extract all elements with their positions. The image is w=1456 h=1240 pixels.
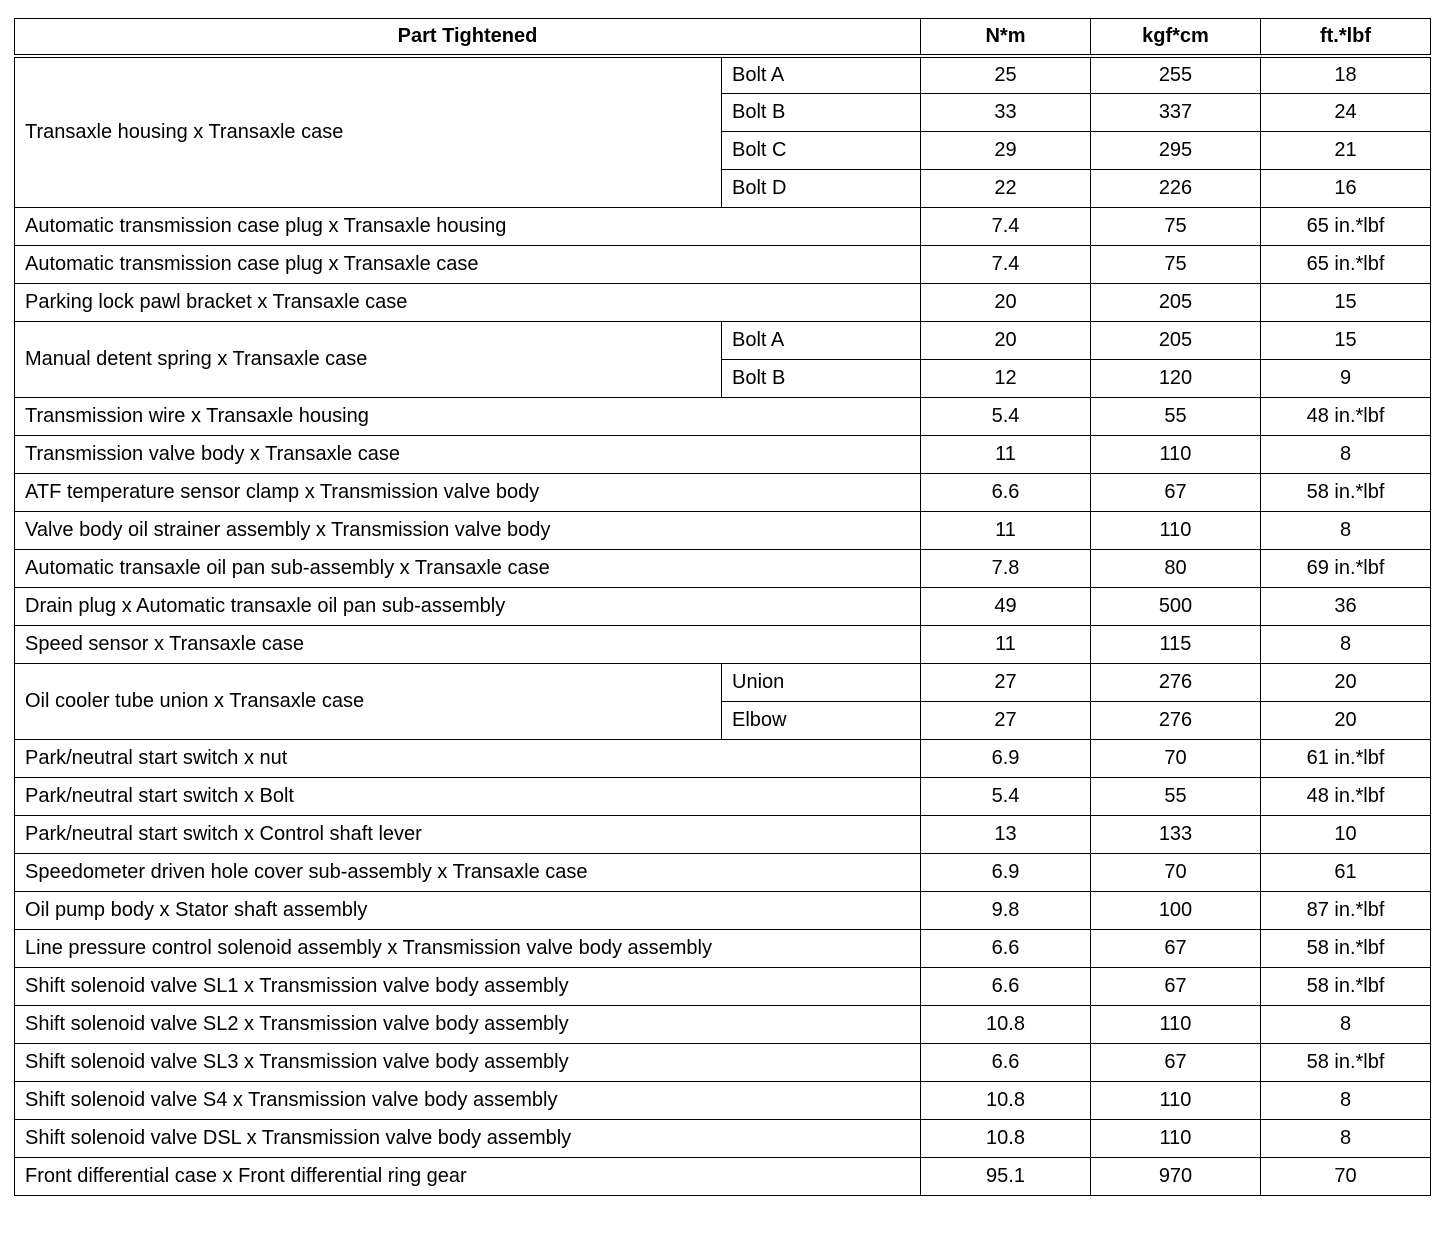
ftlbf-value-cell: 8 — [1261, 1006, 1431, 1044]
nm-value-cell: 13 — [921, 816, 1091, 854]
kgfcm-value-cell: 115 — [1091, 626, 1261, 664]
table-row — [15, 1158, 1431, 1196]
ftlbf-value-cell: 69 in.*lbf — [1261, 550, 1431, 588]
kgfcm-value-cell: 110 — [1091, 1120, 1261, 1158]
ftlbf-value-cell: 21 — [1261, 132, 1431, 170]
nm-value-cell: 6.6 — [921, 474, 1091, 512]
table-row — [15, 1082, 1431, 1120]
part-name-cell: Shift solenoid valve SL3 x Transmission valve body assembly — [15, 1044, 921, 1082]
table-row — [15, 740, 1431, 778]
nm-value-cell: 33 — [921, 94, 1091, 132]
kgfcm-value-cell: 205 — [1091, 284, 1261, 322]
kgfcm-value-cell: 70 — [1091, 854, 1261, 892]
ftlbf-value-cell: 70 — [1261, 1158, 1431, 1196]
part-name-cell: Oil cooler tube union x Transaxle case — [15, 664, 722, 740]
nm-value-cell: 25 — [921, 56, 1091, 94]
part-name-cell: Shift solenoid valve SL1 x Transmission valve body assembly — [15, 968, 921, 1006]
ftlbf-value-cell: 58 in.*lbf — [1261, 474, 1431, 512]
nm-value-cell: 22 — [921, 170, 1091, 208]
kgfcm-value-cell: 295 — [1091, 132, 1261, 170]
ftlbf-value-cell: 20 — [1261, 664, 1431, 702]
kgfcm-value-cell: 75 — [1091, 208, 1261, 246]
kgfcm-value-cell: 500 — [1091, 588, 1261, 626]
kgfcm-value-cell: 255 — [1091, 56, 1261, 94]
header-ftlbf: ft.*lbf — [1261, 19, 1431, 56]
kgfcm-value-cell: 80 — [1091, 550, 1261, 588]
nm-value-cell: 10.8 — [921, 1082, 1091, 1120]
sub-item-cell: Bolt B — [722, 360, 921, 398]
kgfcm-value-cell: 205 — [1091, 322, 1261, 360]
table-header-row — [15, 19, 1431, 56]
table-row — [15, 246, 1431, 284]
ftlbf-value-cell: 87 in.*lbf — [1261, 892, 1431, 930]
part-name-cell: Valve body oil strainer assembly x Transmission valve body — [15, 512, 921, 550]
kgfcm-value-cell: 110 — [1091, 436, 1261, 474]
kgfcm-value-cell: 110 — [1091, 1006, 1261, 1044]
part-name-cell: Transmission wire x Transaxle housing — [15, 398, 921, 436]
table-row — [15, 626, 1431, 664]
nm-value-cell: 11 — [921, 436, 1091, 474]
ftlbf-value-cell: 16 — [1261, 170, 1431, 208]
sub-item-cell: Union — [722, 664, 921, 702]
ftlbf-value-cell: 48 in.*lbf — [1261, 398, 1431, 436]
part-name-cell: Speed sensor x Transaxle case — [15, 626, 921, 664]
part-name-cell: Park/neutral start switch x Bolt — [15, 778, 921, 816]
nm-value-cell: 11 — [921, 512, 1091, 550]
kgfcm-value-cell: 337 — [1091, 94, 1261, 132]
sub-item-cell: Bolt D — [722, 170, 921, 208]
ftlbf-value-cell: 48 in.*lbf — [1261, 778, 1431, 816]
kgfcm-value-cell: 55 — [1091, 778, 1261, 816]
nm-value-cell: 5.4 — [921, 778, 1091, 816]
kgfcm-value-cell: 75 — [1091, 246, 1261, 284]
ftlbf-value-cell: 15 — [1261, 322, 1431, 360]
ftlbf-value-cell: 9 — [1261, 360, 1431, 398]
nm-value-cell: 49 — [921, 588, 1091, 626]
nm-value-cell: 7.8 — [921, 550, 1091, 588]
table-row — [15, 208, 1431, 246]
kgfcm-value-cell: 100 — [1091, 892, 1261, 930]
header-nm: N*m — [921, 19, 1091, 56]
nm-value-cell: 20 — [921, 284, 1091, 322]
table-row — [15, 474, 1431, 512]
sub-item-cell: Elbow — [722, 702, 921, 740]
ftlbf-value-cell: 8 — [1261, 1120, 1431, 1158]
part-name-cell: Drain plug x Automatic transaxle oil pan sub-assembly — [15, 588, 921, 626]
table-row — [15, 550, 1431, 588]
ftlbf-value-cell: 65 in.*lbf — [1261, 208, 1431, 246]
part-name-cell: ATF temperature sensor clamp x Transmission valve body — [15, 474, 921, 512]
table-row — [15, 778, 1431, 816]
table-row — [15, 1006, 1431, 1044]
part-name-cell: Shift solenoid valve S4 x Transmission valve body assembly — [15, 1082, 921, 1120]
sub-item-cell: Bolt A — [722, 322, 921, 360]
nm-value-cell: 6.9 — [921, 854, 1091, 892]
part-name-cell: Parking lock pawl bracket x Transaxle case — [15, 284, 921, 322]
ftlbf-value-cell: 15 — [1261, 284, 1431, 322]
sub-item-cell: Bolt B — [722, 94, 921, 132]
table-row — [15, 512, 1431, 550]
part-name-cell: Transaxle housing x Transaxle case — [15, 56, 722, 208]
part-name-cell: Park/neutral start switch x Control shaft lever — [15, 816, 921, 854]
part-name-cell: Speedometer driven hole cover sub-assembly x Transaxle case — [15, 854, 921, 892]
kgfcm-value-cell: 970 — [1091, 1158, 1261, 1196]
table-row — [15, 930, 1431, 968]
table-row — [15, 398, 1431, 436]
ftlbf-value-cell: 10 — [1261, 816, 1431, 854]
kgfcm-value-cell: 67 — [1091, 474, 1261, 512]
part-name-cell: Automatic transmission case plug x Transaxle housing — [15, 208, 921, 246]
table-body — [15, 56, 1431, 1196]
table-row — [15, 1044, 1431, 1082]
nm-value-cell: 12 — [921, 360, 1091, 398]
ftlbf-value-cell: 65 in.*lbf — [1261, 246, 1431, 284]
table-row — [15, 1120, 1431, 1158]
table-row — [15, 664, 1431, 702]
part-name-cell: Park/neutral start switch x nut — [15, 740, 921, 778]
header-part-tightened: Part Tightened — [15, 19, 921, 56]
nm-value-cell: 6.6 — [921, 930, 1091, 968]
table-row — [15, 322, 1431, 360]
torque-spec-table — [14, 18, 1431, 1196]
ftlbf-value-cell: 20 — [1261, 702, 1431, 740]
ftlbf-value-cell: 58 in.*lbf — [1261, 930, 1431, 968]
ftlbf-value-cell: 8 — [1261, 512, 1431, 550]
part-name-cell: Shift solenoid valve DSL x Transmission valve body assembly — [15, 1120, 921, 1158]
part-name-cell: Oil pump body x Stator shaft assembly — [15, 892, 921, 930]
nm-value-cell: 27 — [921, 664, 1091, 702]
ftlbf-value-cell: 61 in.*lbf — [1261, 740, 1431, 778]
ftlbf-value-cell: 61 — [1261, 854, 1431, 892]
part-name-cell: Front differential case x Front differential ring gear — [15, 1158, 921, 1196]
sub-item-cell: Bolt A — [722, 56, 921, 94]
ftlbf-value-cell: 58 in.*lbf — [1261, 968, 1431, 1006]
part-name-cell: Shift solenoid valve SL2 x Transmission valve body assembly — [15, 1006, 921, 1044]
part-name-cell: Manual detent spring x Transaxle case — [15, 322, 722, 398]
kgfcm-value-cell: 133 — [1091, 816, 1261, 854]
table-row — [15, 436, 1431, 474]
part-name-cell: Automatic transaxle oil pan sub-assembly x Transaxle case — [15, 550, 921, 588]
nm-value-cell: 9.8 — [921, 892, 1091, 930]
table-row — [15, 56, 1431, 94]
nm-value-cell: 6.6 — [921, 968, 1091, 1006]
nm-value-cell: 27 — [921, 702, 1091, 740]
ftlbf-value-cell: 58 in.*lbf — [1261, 1044, 1431, 1082]
table-row — [15, 968, 1431, 1006]
kgfcm-value-cell: 110 — [1091, 512, 1261, 550]
kgfcm-value-cell: 276 — [1091, 664, 1261, 702]
table-row — [15, 816, 1431, 854]
nm-value-cell: 5.4 — [921, 398, 1091, 436]
nm-value-cell: 7.4 — [921, 208, 1091, 246]
ftlbf-value-cell: 18 — [1261, 56, 1431, 94]
kgfcm-value-cell: 55 — [1091, 398, 1261, 436]
ftlbf-value-cell: 8 — [1261, 626, 1431, 664]
table-row — [15, 892, 1431, 930]
table-row — [15, 284, 1431, 322]
part-name-cell: Automatic transmission case plug x Transaxle case — [15, 246, 921, 284]
nm-value-cell: 29 — [921, 132, 1091, 170]
nm-value-cell: 10.8 — [921, 1006, 1091, 1044]
kgfcm-value-cell: 120 — [1091, 360, 1261, 398]
kgfcm-value-cell: 67 — [1091, 1044, 1261, 1082]
ftlbf-value-cell: 36 — [1261, 588, 1431, 626]
kgfcm-value-cell: 67 — [1091, 930, 1261, 968]
part-name-cell: Transmission valve body x Transaxle case — [15, 436, 921, 474]
kgfcm-value-cell: 226 — [1091, 170, 1261, 208]
nm-value-cell: 11 — [921, 626, 1091, 664]
nm-value-cell: 6.6 — [921, 1044, 1091, 1082]
sub-item-cell: Bolt C — [722, 132, 921, 170]
nm-value-cell: 6.9 — [921, 740, 1091, 778]
table-row — [15, 588, 1431, 626]
ftlbf-value-cell: 8 — [1261, 436, 1431, 474]
nm-value-cell: 7.4 — [921, 246, 1091, 284]
nm-value-cell: 10.8 — [921, 1120, 1091, 1158]
part-name-cell: Line pressure control solenoid assembly x Transmission valve body assembly — [15, 930, 921, 968]
nm-value-cell: 95.1 — [921, 1158, 1091, 1196]
table-row — [15, 854, 1431, 892]
ftlbf-value-cell: 8 — [1261, 1082, 1431, 1120]
header-kgfcm: kgf*cm — [1091, 19, 1261, 56]
nm-value-cell: 20 — [921, 322, 1091, 360]
kgfcm-value-cell: 276 — [1091, 702, 1261, 740]
kgfcm-value-cell: 67 — [1091, 968, 1261, 1006]
kgfcm-value-cell: 110 — [1091, 1082, 1261, 1120]
ftlbf-value-cell: 24 — [1261, 94, 1431, 132]
kgfcm-value-cell: 70 — [1091, 740, 1261, 778]
